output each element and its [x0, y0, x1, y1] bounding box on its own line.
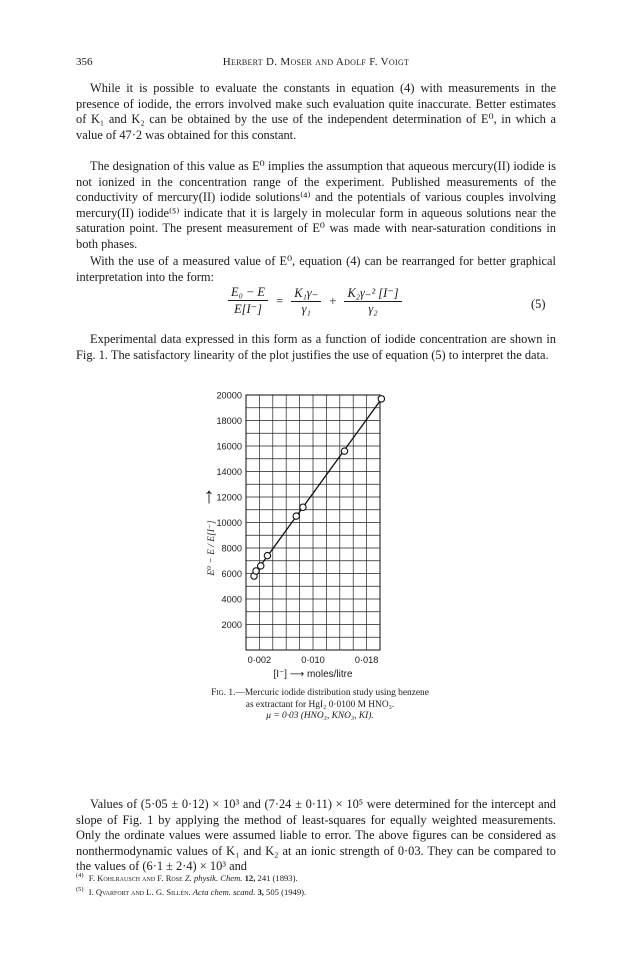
paragraph-1-text: While it is possible to evaluate the constants in equation (4) with measurements in the presence of iodide, the errors involved make such evaluation quite inaccurate. Better estimates of K₁ and K₂ can be obtained by the use of the independent determination of E⁰, in which a value of 47·2 was obtained for this constant.	[76, 81, 556, 142]
eq-plus: +	[329, 293, 337, 308]
data-point	[341, 448, 347, 454]
y-axis-label: E⁰ − E / E[I⁻]	[207, 520, 217, 576]
footnote-4-mark: (4)	[76, 872, 84, 879]
footnote-5-journal: Acta chem. scand.	[192, 887, 256, 898]
paragraph-2-text: The designation of this value as E⁰ implies the assumption that aqueous mercury(II) iodide is not ionized in the concentration range of the experiment. Published measurements of the conductivity of mercury(II) iodide solutions⁽⁴⁾ and the potentials of various couples involving mercury(II) iodide⁽⁵⁾ indicate that it is largely in molecular form in aqueous solutions near the saturation point. The present measurement of E⁰ was made with near-saturation conditions in both phases.	[76, 159, 556, 251]
x-tick-label: 0·010	[301, 655, 325, 665]
x-tick-label: 0·002	[247, 655, 272, 665]
footnote-4-journal: Z. physik. Chem.	[184, 872, 243, 883]
paragraph-4-text: Experimental data expressed in this form as a function of iodide concentration are shown in Fig. 1. The satisfactory linearity of the plot justifies the use of equation (5) to interpret the data.	[76, 332, 556, 362]
y-tick-label: 14000	[216, 467, 242, 477]
y-tick-label: 12000	[216, 492, 242, 503]
footnote-5-rest: 505 (1949).	[266, 887, 307, 898]
eq-term-2-numerator: K₂γ₋² [I⁻]	[344, 285, 401, 302]
paragraph-3-text: With the use of a measured value of E⁰, equation (4) can be rearranged for better graphical interpretation into the form:	[76, 254, 556, 284]
footnote-5-volume: 3,	[257, 887, 264, 898]
figure-caption	[120, 688, 520, 723]
running-head: Herbert D. Moser and Adolf F. Voigt	[222, 56, 410, 68]
y-tick-label: 8000	[221, 543, 242, 554]
eq-term-1-denominator: γ₁	[301, 302, 311, 316]
caption-line-2: as extractant for HgI₂ 0·0100 M HNO₃.	[245, 699, 395, 710]
footnote-4-rest: 241 (1893).	[257, 872, 298, 883]
eq-equals: =	[276, 293, 284, 308]
caption-line-3: μ = 0·03 (HNO₃, KNO₃, KI).	[266, 711, 374, 721]
y-tick-label: 18000	[216, 416, 242, 426]
page-number: 356	[76, 56, 93, 68]
y-tick-label: 20000	[216, 390, 242, 401]
eq-lhs-denominator: E[I⁻]	[234, 302, 262, 316]
equation-number: (5)	[531, 297, 546, 311]
y-tick-label: 16000	[216, 441, 242, 452]
eq-term-2-denominator: γ₂	[368, 302, 378, 316]
paragraph-5-text: Values of (5·05 ± 0·12) × 10³ and (7·24 ± 0·11) × 10⁵ were determined for the intercept and slope of Fig. 1 by applying the method of least-squares for equally weighted measurements. Only the ordinate values were assumed liable to error. The above figures can be considered as nonthermodynamic values of K₁ and K₂ at an ionic strength of 0·03. They can be compared to the values of (6·1 ± 2·4) × 10³ and	[76, 797, 556, 874]
x-tick-label: 0·018	[354, 655, 379, 665]
footnote-5-authors: I. Qvarfort and L. G. Sillén.	[88, 887, 191, 898]
data-point	[264, 552, 270, 558]
caption-label: Fig. 1.	[211, 688, 236, 698]
footnote-5-mark: (5)	[76, 886, 84, 894]
footnote-5	[76, 884, 556, 898]
paragraph-5	[76, 797, 556, 875]
data-point	[253, 568, 259, 574]
data-point	[300, 504, 306, 510]
footnotes	[76, 870, 556, 899]
x-axis-label: [I⁻] ⟶ moles/litre	[273, 669, 353, 680]
y-tick-label: 2000	[221, 620, 242, 630]
footnote-4-volume: 12,	[244, 872, 256, 883]
y-tick-label: 4000	[221, 594, 242, 605]
data-point	[293, 513, 299, 519]
chart-grid	[246, 395, 380, 650]
eq-term-1-numerator: K₁γ₋	[291, 285, 321, 302]
eq-lhs-numerator: E₀ − E	[228, 285, 268, 301]
y-tick-label: 10000	[216, 518, 242, 528]
data-point	[378, 396, 384, 402]
y-axis-arrow-icon: ↑	[203, 483, 215, 508]
caption-text-1: —Mercuric iodide distribution study using benzene	[235, 688, 429, 698]
caption-line-1	[120, 688, 520, 700]
footnote-4-authors: F. Kohlrausch and F. Rose	[88, 872, 183, 883]
footnote-4	[76, 870, 556, 884]
data-point	[258, 563, 264, 569]
y-tick-label: 6000	[221, 569, 242, 579]
